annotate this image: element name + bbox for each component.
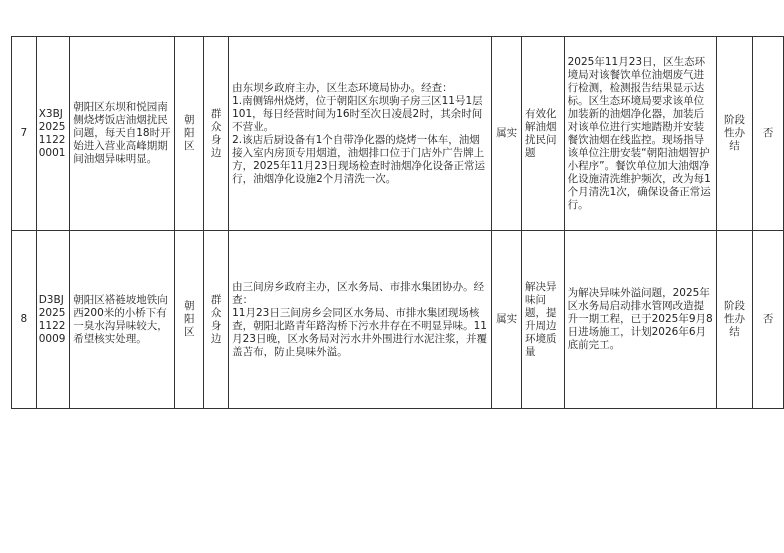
investigation-process bbox=[229, 37, 492, 231]
petition-table bbox=[11, 36, 784, 409]
accountability: 否 bbox=[753, 37, 784, 231]
case-code: X3BJ20251122 0001 bbox=[36, 37, 69, 231]
process-line: 2.该店后厨设备有1个自带净化器的烧烤一体车，油烟接入室内房顶专用烟道，油烟排口位于门店外广告牌上方，2025年11月23日现场检查时油烟净化设备正常运行，油烟净化设施2个月清洗一次。 bbox=[232, 133, 486, 185]
district: 朝阳区 bbox=[175, 231, 204, 409]
category: 群众身边 bbox=[204, 37, 229, 231]
investigation-process bbox=[229, 231, 492, 409]
problem-description: 朝阳区褡裢坡地铁向西200米的小桥下有一臭水沟异味较大，希望核实处理。 bbox=[70, 231, 175, 409]
district: 朝阳区 bbox=[175, 37, 204, 231]
row-number: 8 bbox=[12, 231, 37, 409]
process-line: 11月23日三间房乡会同区水务局、市排水集团现场核查，朝阳北路青年路沟桥下污水井存在不明显异味。11月23日晚，区水务局对污水井外围进行水泥注浆，并覆盖苫布，防止臭味外溢。 bbox=[232, 306, 487, 358]
verdict: 属实 bbox=[492, 37, 522, 231]
process-line: 由三间房乡政府主办，区水务局、市排水集团协办。经查： bbox=[232, 280, 485, 306]
row-number: 7 bbox=[12, 37, 37, 231]
rectification-goal: 解决异味问题，提升周边环境质量 bbox=[522, 231, 565, 409]
accountability: 否 bbox=[753, 231, 784, 409]
case-code: D3BJ20251122 0009 bbox=[36, 231, 69, 409]
process-line: 由东坝乡政府主办，区生态环境局协办。经查： bbox=[232, 81, 453, 94]
rectification-measures: 2025年11月23日，区生态环境局对该餐饮单位油烟废气进行检测，检测报告结果显示达标。区生态环境局要求该单位加装新的油烟净化器，加装后对该单位进行实地踏勘并安装餐饮油烟在线监控。现场指导该单位注册安装“朝阳油烟智护小程序”。餐饮单位加大油烟净化设施清洗维护频次，改为每1个月清洗1次，确保设备正常运行。 bbox=[564, 37, 716, 231]
table-row bbox=[12, 231, 784, 409]
process-line: 1.南侧锦州烧烤，位于朝阳区东坝驹子房三区11号1层101，每日经营时间为16时至次日凌晨2时，其余时间不营业。 bbox=[232, 94, 483, 133]
problem-description: 朝阳区东坝和悦园南侧烧烤饭店油烟扰民问题，每天自18时开始进入营业高峰期期间油烟异味明显。 bbox=[70, 37, 175, 231]
handling-status: 阶段性办结 bbox=[716, 231, 753, 409]
rectification-measures: 为解决异味外溢问题，2025年区水务局启动排水管网改造提升一期工程，已于2025年9月8日进场施工，计划2026年6月底前完工。 bbox=[564, 231, 716, 409]
verdict: 属实 bbox=[492, 231, 522, 409]
handling-status: 阶段性办结 bbox=[716, 37, 753, 231]
table-row bbox=[12, 37, 784, 231]
rectification-goal: 有效化解油烟扰民问题 bbox=[522, 37, 565, 231]
category: 群众身边 bbox=[204, 231, 229, 409]
